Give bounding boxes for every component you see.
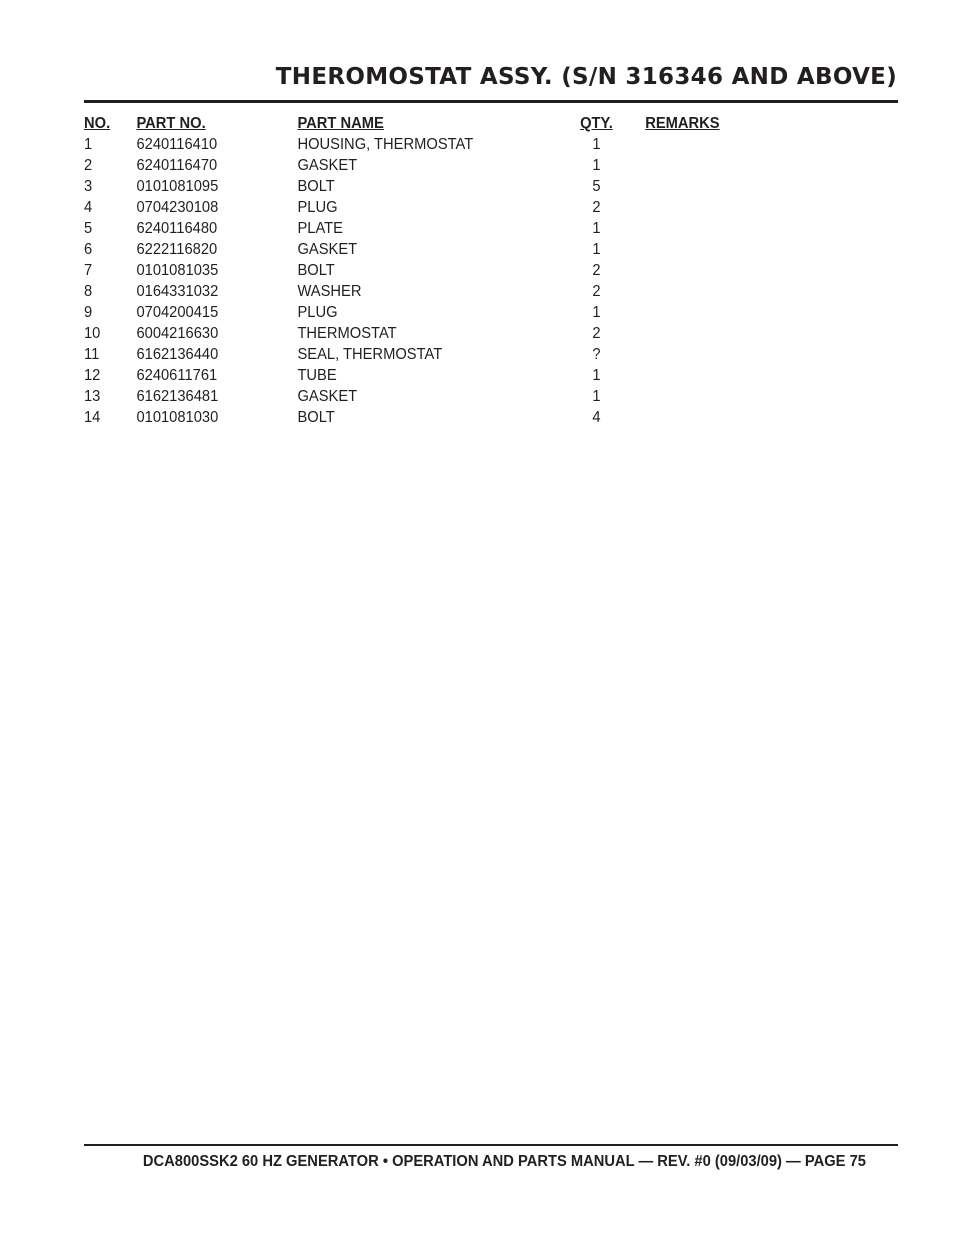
cell-no: 13: [84, 388, 101, 405]
page-title: THEROMOSTAT ASSY. (S/N 316346 AND ABOVE): [275, 64, 897, 90]
cell-qty: 5: [592, 178, 601, 195]
cell-part-name: BOLT: [297, 178, 335, 195]
cell-part-no: 6162136440: [136, 346, 219, 363]
cell-no: 5: [84, 220, 93, 237]
cell-no: 8: [84, 283, 93, 300]
cell-qty: ?: [592, 346, 601, 363]
cell-part-no: 0101081095: [136, 178, 219, 195]
cell-no: 6: [84, 241, 93, 258]
cell-part-name: BOLT: [297, 409, 335, 426]
cell-no: 7: [84, 262, 93, 279]
table-row: [84, 281, 728, 302]
cell-part-name: WASHER: [297, 283, 362, 300]
cell-no: 3: [84, 178, 93, 195]
cell-part-name: THERMOSTAT: [297, 325, 397, 342]
parts-table: [84, 113, 784, 428]
cell-qty: 1: [592, 241, 601, 258]
header-no: NO.: [84, 115, 111, 132]
header-remarks: REMARKS: [645, 115, 720, 132]
cell-qty: 2: [592, 199, 601, 216]
cell-qty: 1: [592, 367, 601, 384]
cell-part-no: 0101081030: [136, 409, 219, 426]
table-row: [84, 302, 728, 323]
table-row: [84, 323, 728, 344]
page-footer: DCA800SSK2 60 HZ GENERATOR • OPERATION AND PARTS MANUAL — REV. #0 (09/03/09) — PAGE 75: [142, 1153, 866, 1170]
header-qty: QTY.: [580, 115, 613, 132]
cell-qty: 2: [592, 262, 601, 279]
table-header-row: [84, 113, 728, 134]
cell-part-no: 6222116820: [136, 241, 218, 258]
title-rule: [84, 100, 898, 103]
table-body: [84, 134, 784, 428]
cell-part-no: 6240116410: [136, 136, 218, 153]
table-row: [84, 134, 728, 155]
cell-no: 14: [84, 409, 101, 426]
cell-part-name: HOUSING, THERMOSTAT: [297, 136, 474, 153]
table-row: [84, 386, 728, 407]
cell-part-no: 6240116470: [136, 157, 218, 174]
cell-qty: 2: [592, 283, 601, 300]
cell-part-no: 6162136481: [136, 388, 219, 405]
cell-qty: 1: [592, 220, 601, 237]
cell-no: 4: [84, 199, 93, 216]
cell-part-name: GASKET: [297, 241, 358, 258]
header-part-name: PART NAME: [297, 115, 384, 132]
cell-no: 12: [84, 367, 101, 384]
cell-part-no: 0704200415: [136, 304, 219, 321]
cell-no: 11: [84, 346, 100, 363]
cell-no: 10: [84, 325, 101, 342]
cell-part-name: PLUG: [297, 199, 338, 216]
table-row: [84, 176, 728, 197]
cell-part-name: TUBE: [297, 367, 337, 384]
table-row: [84, 344, 728, 365]
table-row: [84, 155, 728, 176]
cell-part-name: GASKET: [297, 157, 358, 174]
cell-no: 2: [84, 157, 93, 174]
cell-part-no: 6004216630: [136, 325, 219, 342]
cell-part-no: 0704230108: [136, 199, 219, 216]
cell-no: 1: [84, 136, 93, 153]
footer-rule: [84, 1144, 898, 1146]
cell-part-no: 6240116480: [136, 220, 218, 237]
cell-part-name: PLUG: [297, 304, 338, 321]
table-row: [84, 407, 728, 428]
table-row: [84, 365, 728, 386]
cell-no: 9: [84, 304, 93, 321]
cell-qty: 4: [592, 409, 601, 426]
table-row: [84, 197, 728, 218]
cell-qty: 1: [592, 136, 601, 153]
header-part-no: PART NO.: [136, 115, 206, 132]
cell-part-name: PLATE: [297, 220, 343, 237]
cell-part-no: 0164331032: [136, 283, 219, 300]
table-row: [84, 218, 728, 239]
cell-part-name: BOLT: [297, 262, 335, 279]
cell-qty: 1: [592, 157, 601, 174]
table-row: [84, 239, 728, 260]
cell-qty: 1: [592, 388, 601, 405]
cell-qty: 2: [592, 325, 601, 342]
cell-part-name: GASKET: [297, 388, 358, 405]
cell-part-no: 0101081035: [136, 262, 219, 279]
cell-part-name: SEAL, THERMOSTAT: [297, 346, 443, 363]
cell-qty: 1: [592, 304, 601, 321]
table-row: [84, 260, 728, 281]
cell-part-no: 6240611761: [136, 367, 218, 384]
